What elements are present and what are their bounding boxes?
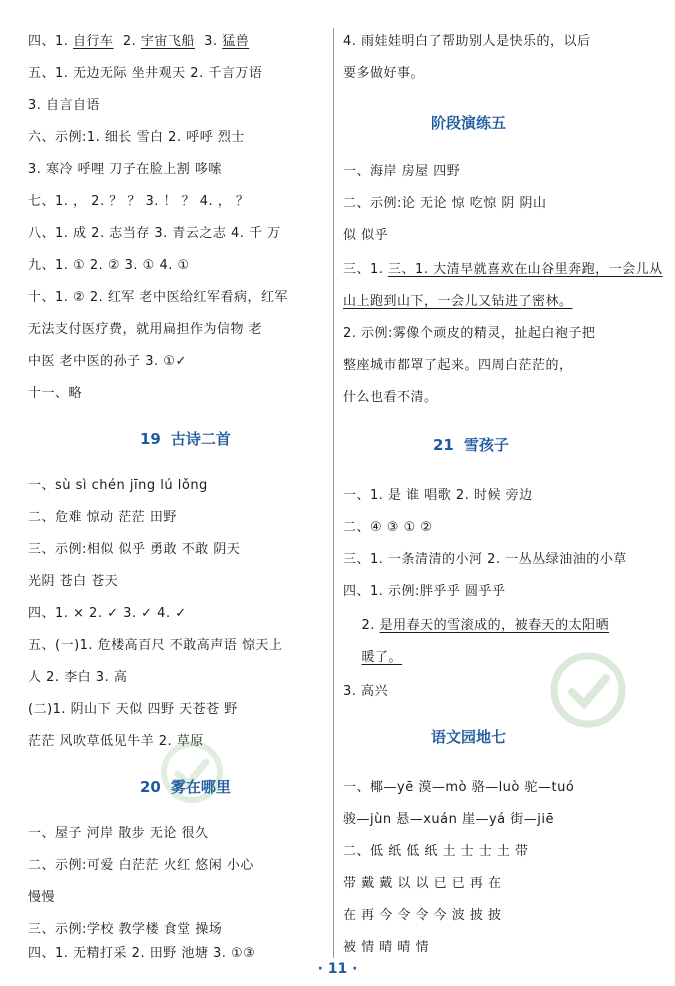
watermark-logo-left (150, 730, 240, 820)
answer-line: 四、1. 自行车 2. 宇宙飞船 3. 猛兽 (28, 34, 250, 49)
answer-line: 4. 雨娃娃明白了帮助别人是快乐的，以后 (343, 34, 591, 49)
underlined-answer: 是用春天的雪滚成的，被春天的太阳晒 (379, 618, 610, 633)
answer-line: 一、海岸 房屋 四野 (343, 164, 461, 179)
watermark-icon (150, 730, 240, 820)
answer-line: 三、1. 一条清清的小河 2. 一丛丛绿油油的小草 (343, 552, 627, 567)
answer-line: 无法支付医疗费，就用扁担作为信物 老 (28, 322, 263, 337)
answer-line: 2. 是用春天的雪滚成的，被春天的太阳晒 (343, 618, 610, 633)
answer-line: 一、屋子 河岸 散步 无论 很久 (28, 826, 209, 841)
answer-line: 七、1. ， 2. ？ ？ 3. ！ ？ 4. ， ？ (28, 194, 250, 209)
page-number: · 11 · (317, 961, 358, 977)
watermark-logo (538, 640, 648, 750)
answer-line: 二、低 纸 低 纸 土 士 士 土 带 (343, 844, 529, 859)
answer-line: 什么也看不清。 (343, 390, 438, 405)
watermark-icon (538, 640, 648, 750)
answer-line: 九、1. ① 2. ② 3. ① 4. ① (28, 258, 190, 273)
answer-line: 在 再 今 令 令 今 波 披 披 (343, 908, 502, 923)
section-number: 19 (140, 430, 161, 448)
section-number: 20 (140, 778, 161, 796)
answer-line: 茫茫 风吹草低见牛羊 2. 草原 (28, 734, 204, 749)
section-number: 21 (433, 436, 454, 454)
answer-line: 人 2. 李白 3. 高 (28, 670, 128, 685)
answer-line: 四、1. × 2. ✓ 3. ✓ 4. ✓ (28, 606, 187, 621)
answer-line: 二、示例:论 无论 惊 吃惊 阴 阴山 (343, 196, 547, 211)
section-title-yuwen-7 (431, 726, 506, 747)
section-title-19 (140, 428, 231, 449)
answer-line: 整座城市都罩了起来。四周白茫茫的， (343, 358, 573, 373)
answer-line: 似 似乎 (343, 228, 389, 243)
section-title-21 (433, 434, 509, 455)
answer-line: 三、示例:学校 教学楼 食堂 操场 (28, 922, 223, 937)
answer-line: 一、sù sì chén jīng lú lǒng (28, 478, 208, 493)
answer-line: 3. 寒冷 呼哩 刀子在脸上割 哆嗦 (28, 162, 222, 177)
answer-line: 五、(一)1. 危楼高百尺 不敢高声语 惊天上 (28, 638, 283, 653)
answer-line: 骏—jùn 悬—xuán 崖—yá 街—jiē (343, 812, 555, 827)
answer-line (343, 290, 573, 309)
section-name: 阶段演练五 (431, 114, 507, 132)
answer-line: 慢慢 (28, 890, 56, 905)
answer-line: 带 戴 戴 以 以 已 已 再 在 (343, 876, 502, 891)
section-title-practice-5 (431, 112, 506, 133)
answer-line: 二、④ ③ ① ② (343, 520, 433, 535)
section-name: 语文园地七 (431, 728, 507, 746)
answer-line: 一、1. 是 谁 唱歌 2. 时候 旁边 (343, 488, 533, 503)
answer-line: 十、1. ② 2. 红军 老中医给红军看病，红军 (28, 290, 288, 305)
column-divider (333, 28, 334, 958)
section-name: 雪孩子 (463, 436, 509, 454)
answer-line (343, 646, 402, 665)
answer-line: 十一、略 (28, 386, 83, 401)
answer-line: 被 情 晴 晴 情 (343, 940, 430, 955)
answer-line: 二、危难 惊动 茫茫 田野 (28, 510, 177, 525)
underlined-answer: 暖了。 (361, 650, 403, 665)
answer-line: 要多做好事。 (343, 66, 425, 81)
answer-line: 一、椰—yē 漠—mò 骆—luò 驼—tuó (343, 780, 575, 795)
section-name: 古诗二首 (170, 430, 231, 448)
underlined-answer: 三、1. 大清早就喜欢在山谷里奔跑，一会儿从 (388, 262, 663, 277)
answer-line: 三、示例:相似 似乎 勇敢 不敢 阴天 (28, 542, 241, 557)
answer-line: 四、1. 示例:胖乎乎 圆乎乎 (343, 584, 506, 599)
answer-line: 五、1. 无边无际 坐井观天 2. 千言万语 (28, 66, 263, 81)
answer-line: 四、1. 无精打采 2. 田野 池塘 3. ①③ (28, 946, 256, 961)
answer-line: 3. 高兴 (343, 684, 389, 699)
answer-line: 二、示例:可爱 白茫茫 火红 悠闲 小心 (28, 858, 254, 873)
answer-line: (二)1. 阴山下 天似 四野 天苍苍 野 (28, 702, 238, 717)
section-name: 雾在哪里 (170, 778, 231, 796)
answer-line: 光阴 苍白 苍天 (28, 574, 119, 589)
answer-line: 3. 自言自语 (28, 98, 101, 113)
answer-line: 三、1. 三、1. 大清早就喜欢在山谷里奔跑，一会儿从 (343, 262, 663, 277)
answer-line: 2. 示例:雾像个顽皮的精灵，扯起白袍子把 (343, 326, 596, 341)
answer-line: 中医 老中医的孙子 3. ①✓ (28, 354, 187, 369)
underlined-answer: 山上跑到山下，一会儿又钻进了密林。 (343, 294, 573, 309)
answer-line: 八、1. 成 2. 志当存 3. 青云之志 4. 千 万 (28, 226, 281, 241)
answer-line: 六、示例:1. 细长 雪白 2. 呼呼 烈士 (28, 130, 245, 145)
